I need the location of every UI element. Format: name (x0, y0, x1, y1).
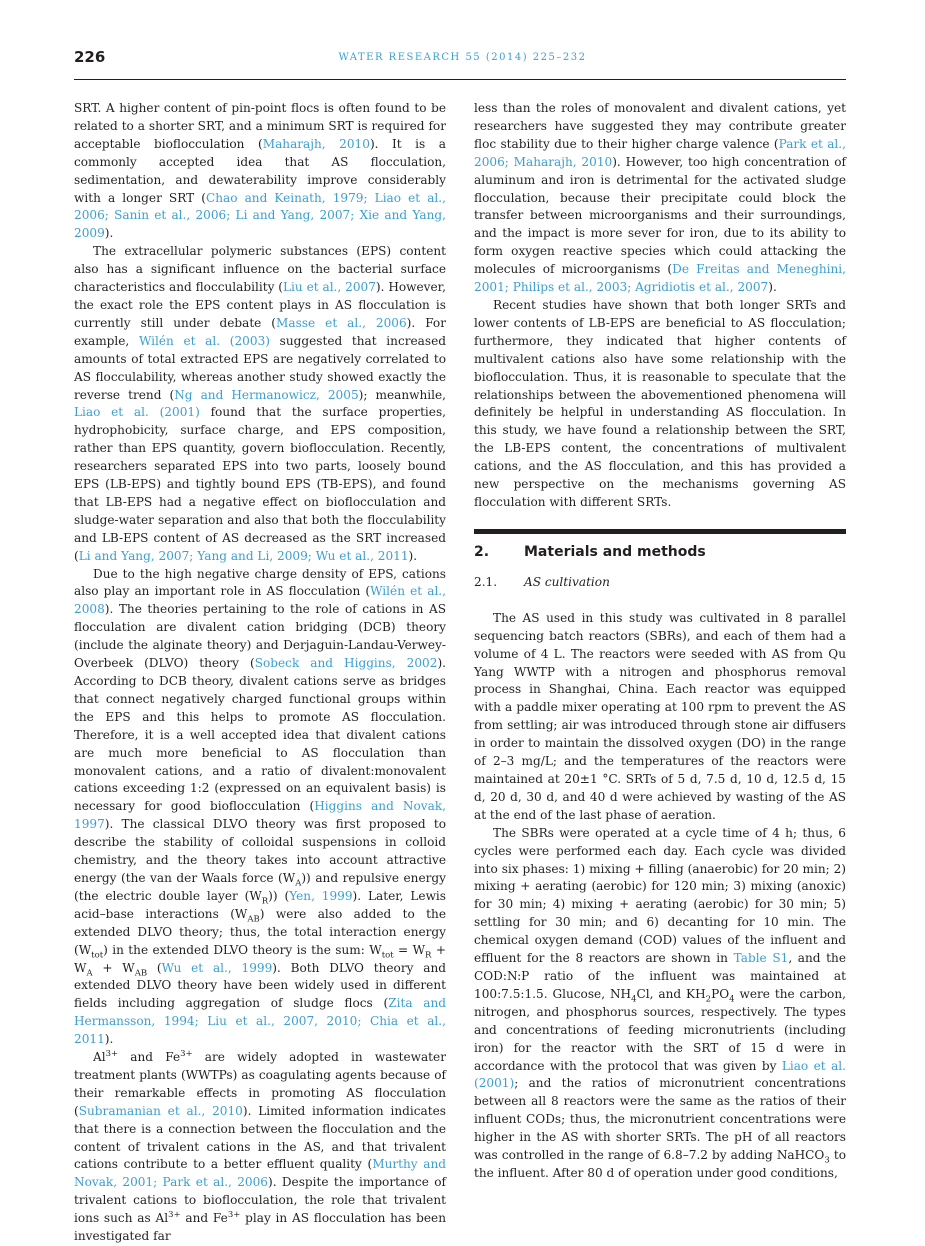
text-run: ). (408, 548, 418, 563)
text-run: ). Despite the importance of trivalent cations to bioflocculation, the role that trivalent ions such as Al (74, 1175, 446, 1226)
citation-link[interactable]: Higgins and Novak, 1997 (74, 799, 446, 832)
section-rule (474, 529, 846, 534)
subscript: 4 (729, 994, 735, 1005)
section-heading (474, 540, 846, 564)
subscript: 3 (824, 1155, 830, 1166)
citation-link[interactable]: Zita and Hermansson, 1994; Liu et al., 2007, 2010; Chia et al., 2011 (74, 996, 446, 1047)
citation-link[interactable]: Murthy and Novak, 2001; Park et al., 2006 (74, 1157, 446, 1190)
text-run: ); meanwhile, (358, 387, 446, 402)
citation-link[interactable]: Li and Yang, 2007; Yang and Li, 2009; Wu et al., 2011 (78, 548, 409, 563)
text-run: + W (74, 942, 446, 975)
citation-link[interactable]: Subramanian et al., 2010 (78, 1103, 243, 1118)
paragraph (474, 825, 846, 1183)
subscript: tot (381, 950, 394, 960)
superscript: 3+ (180, 1049, 193, 1059)
subsection-title: AS cultivation (524, 574, 610, 589)
text-run: and Fe (180, 1211, 228, 1226)
citation-link[interactable]: Park et al., 2006; Maharajh, 2010 (474, 136, 846, 169)
text-run: ). (768, 280, 777, 295)
right-column-bottom-text (474, 610, 846, 1183)
subscript: A (295, 878, 302, 889)
paragraph (74, 1049, 446, 1246)
text-run: Recent studies have shown that both longer SRTs and lower contents of LB-EPS are beneficial to AS flocculation; furthermore, they indicated that higher contents of multivalent cations also have some relationship with the bioflocculation. Thus, it is reasonable to speculate that the relationships between the abovementioned phenomena will definitely be helpful in understanding AS flocculation. In this study, we have found a relationship between the SRT, the LB-EPS content, the concentrations of multivalent cations, and the AS flocculation, and this has provided a new perspective on the mechanisms governing AS flocculation with different SRTs. (474, 297, 846, 509)
text-run: ). For example, (74, 315, 446, 348)
section-title: Materials and methods (524, 543, 706, 560)
citation-link[interactable]: Masse et al., 2006 (276, 315, 407, 330)
subscript: R (425, 950, 432, 960)
citation-link[interactable]: Liu et al., 2007 (283, 280, 376, 295)
text-run: less than the roles of monovalent and divalent cations, yet researchers have suggested they may contribute greater floc stability due to their higher charge valence ( (474, 101, 846, 151)
text-run: play in AS flocculation has been investigated far (74, 1211, 446, 1244)
left-column (74, 100, 446, 1246)
text-run: , and the COD:N:P ratio of the influent was maintained at 100:7.5:1.5. Glucose, NH (474, 951, 846, 1001)
text-run: ). The classical DLVO theory was first proposed to describe the stability of colloidal suspensions in colloid chemistry, and the theory takes into account attractive energy (the van der Waals force (W (74, 817, 446, 885)
text-run: The extracellular polymeric substances (EPS) content also has a significant influence on the bacterial surface characteristics and flocculability ( (74, 244, 446, 295)
superscript: 3+ (105, 1049, 119, 1059)
citation-link[interactable]: Yen, 1999 (289, 888, 353, 903)
citation-link[interactable]: Chao and Keinath, 1979; Liao et al., 2006; Sanin et al., 2006; Li and Yang, 2007; Xie and Yang, 2009 (74, 190, 446, 241)
text-run: ). Both DLVO theory and extended DLVO theory have been widely used in different fields including aggregation of sludge flocs ( (74, 960, 446, 1011)
paragraph (74, 100, 446, 243)
superscript: 3+ (227, 1210, 241, 1221)
subscript: AB (134, 967, 148, 978)
right-column (474, 100, 846, 1183)
text-run: Cl, and KH (636, 986, 706, 1001)
text-run: are widely adopted in wastewater treatment plants (WWTPs) as coagulating agents because of their remarkable effects in promoting AS flocculation ( (74, 1050, 446, 1118)
text-run: ). However, too high concentration of aluminum and iron is detrimental for the activated sludge flocculation, because their precipitate could block the transfer between microorganisms and their surroundings, and the impact is more sever for iron, due to its ability to form oxygen reactive species which could attacking the molecules of microorganisms ( (474, 154, 847, 277)
text-run: ) in the extended DLVO theory is the sum: W (103, 942, 382, 957)
text-run: PO (711, 986, 730, 1001)
text-run: ). According to DCB theory, divalent cations serve as bridges that connect negatively charged functional groups within the EPS and this helps to promote AS flocculation. Therefore, it is a well accepted idea that divalent cations are much more beneficial to AS flocculation than monovalent cations, and a ratio of divalent:monovalent cations exceeding 1:2 (expressed on an equivalent basis) is necessary for good bioflocculation ( (74, 656, 446, 814)
text-run: suggested that increased amounts of total extracted EPS are negatively correlated to AS flocculability, whereas another study showed exactly the reverse trend ( (74, 333, 446, 402)
text-run: SRT. A higher content of pin-point flocs is often found to be related to a shorter SRT, and a minimum SRT is required for acceptable bioflocculation ( (74, 101, 446, 151)
text-run: and Fe (118, 1050, 181, 1065)
citation-link[interactable]: Wu et al., 1999 (161, 960, 273, 975)
subscript: 4 (631, 994, 637, 1005)
page-number: 226 (74, 48, 106, 66)
header-rule (74, 79, 846, 80)
subscript: R (261, 896, 269, 907)
paragraph (74, 243, 446, 565)
subsection-heading (474, 572, 846, 592)
text-run: ) were also added to the extended DLVO theory; thus, the total interaction energy (W (74, 906, 446, 957)
text-run: ). It is a commonly accepted idea that AS flocculation, sedimentation, and dewaterability improve considerably with a longer SRT ( (74, 136, 446, 205)
citation-link[interactable]: Liao et al. (2001) (74, 405, 200, 420)
section-number: 2. (474, 543, 490, 560)
text-run: Due to the high negative charge density of EPS, cations also play an important role in AS flocculation ( (74, 566, 446, 599)
citation-link[interactable]: De Freitas and Meneghini, 2001; Philips et al., 2003; Agridiotis et al., 2007 (474, 262, 846, 295)
subscript: tot (91, 950, 104, 960)
text-run: = W (393, 942, 426, 957)
citation-link[interactable]: Wilén et al. (2003) (138, 333, 270, 348)
text-run: )) ( (268, 888, 290, 903)
paragraph (474, 610, 846, 825)
subscript: 2 (705, 994, 712, 1005)
running-head: WATER RESEARCH 55 (2014) 225–232 (338, 52, 587, 63)
text-run: ). (104, 226, 114, 241)
right-column-top-text (474, 100, 846, 512)
citation-link[interactable]: Maharajh, 2010 (262, 136, 370, 151)
text-run: ). Later, Lewis acid–base interactions (W (74, 888, 446, 921)
paragraph (74, 566, 446, 1049)
subscript: A (86, 967, 93, 978)
citation-link[interactable]: Sobeck and Higgins, 2002 (254, 656, 438, 671)
subsection-number: 2.1. (474, 574, 498, 589)
text-run: found that the surface properties, hydrophobicity, surface charge, and EPS composition, rather than EPS quantity, govern bioflocculation. Recently, researchers separated EPS into two parts, loosely bound EPS (LB-EPS) and tightly bound EPS (TB-EPS), and found that LB-EPS had a negative effect on bioflocculation and sludge-water separation and also that both the flocculability and LB-EPS content of AS decreased as the SRT increased ( (74, 405, 446, 563)
text-run: ; and the ratios of micronutrient concentrations between all 8 reactors were the same as the ratios of their influent CODs; thus, the micronutrient concentrations were higher in the AS with shorter SRTs. The pH of all reactors was controlled in the range of 6.8–7.2 by adding NaHCO (474, 1076, 846, 1163)
text-run: The SBRs were operated at a cycle time of 4 h; thus, 6 cycles were performed each day. Each cycle was divided into six phases: 1) mixing + filling (anaerobic) for 20 min; 2) mixing + aerating (aerobic) for 120 min; 3) mixing (anoxic) for 30 min; 4) mixing + aerating (aerobic) for 30 min; 5) settling for 30 min; and 6) decanting for 10 min. The chemical oxygen demand (COD) values of the influent and effluent for the 8 reactors are shown in (474, 825, 846, 966)
subscript: AB (247, 914, 260, 925)
paragraph (474, 297, 846, 512)
citation-link[interactable]: Wilén et al., 2008 (74, 584, 446, 617)
text-run: to the influent. After 80 d of operation under good conditions, (474, 1148, 846, 1180)
text-run: ). (104, 1032, 114, 1047)
text-run: were the carbon, nitrogen, and phosphorus sources, respectively. The types and concentrations of feeding micronutrients (including iron) for the reactor with the SRT of 15 d were in accordance with the protocol that was given by (474, 986, 846, 1073)
text-run: ). However, the exact role the EPS content plays in AS flocculation is currently still under debate ( (74, 280, 446, 330)
text-run: )) and repulsive energy (the electric double layer (W (74, 870, 446, 903)
text-run: ( (147, 960, 162, 975)
citation-link[interactable]: Table S1 (733, 951, 789, 966)
text-run: Al (93, 1050, 106, 1065)
citation-link[interactable]: Liao et al. (2001) (474, 1058, 846, 1091)
text-run: ). Limited information indicates that there is a connection between the flocculation and the content of trivalent cations in the AS, and that trivalent cations contribute to a better effluent quality ( (74, 1103, 446, 1172)
paragraph (474, 100, 846, 297)
text-run: ). The theories pertaining to the role of cations in AS flocculation are divalent cation bridging (DCB) theory (include the alginate theory) and Derjaguin-Landau-Verwey-Overbeek (DLVO) theory ( (74, 602, 446, 671)
text-run: + W (92, 960, 135, 975)
citation-link[interactable]: Ng and Hermanowicz, 2005 (174, 387, 359, 402)
text-run: The AS used in this study was cultivated in 8 parallel sequencing batch reactors (SBRs), and each of them had a volume of 4 L. The reactors were seeded with AS from Qu Yang WWTP with a nitrogen and phosphorus removal process in Shanghai, China. Each reactor was equipped with a paddle mixer operating at 100 rpm to prevent the AS from settling; air was introduced through stone air diffusers in order to maintain the dissolved oxygen (DO) in the range of 2–3 mg/L; and the temperatures of the reactors were maintained at 20±1 °C. SRTs of 5 d, 7.5 d, 10 d, 12.5 d, 15 d, 20 d, 30 d, and 40 d were achieved by wasting of the AS at the end of the last phase of aeration. (474, 610, 846, 822)
superscript: 3+ (168, 1210, 181, 1221)
